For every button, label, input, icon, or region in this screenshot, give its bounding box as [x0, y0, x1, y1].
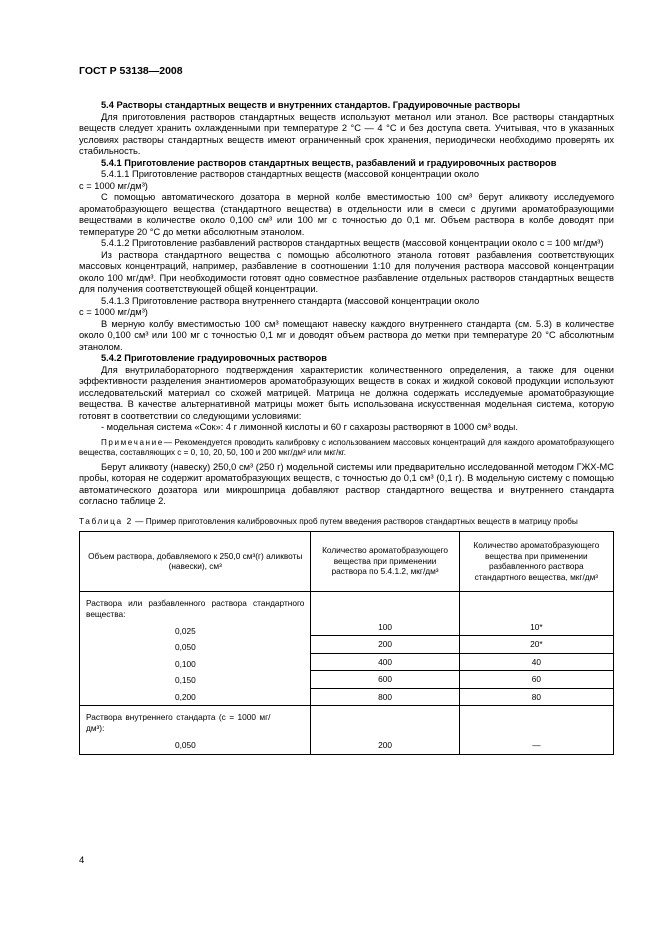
- model-system-item: - модельная система «Сок»: 4 г лимонной кислоты и 60 г сахарозы растворяют в 1000 см³ воды.: [101, 422, 518, 432]
- calibration-table: [79, 531, 614, 755]
- amount-value: 400: [311, 653, 458, 671]
- volume-value: 0,025: [175, 625, 196, 636]
- standard-header: ГОСТ Р 53138—2008: [79, 65, 183, 77]
- page-number: 4: [79, 855, 85, 866]
- section-5-4-1-1-title: 5.4.1.1 Приготовление растворов стандартных веществ (массовой концентрации около: [101, 169, 480, 179]
- section-5-4-1-2-paragraph: Из раствора стандартного вещества с помощью абсолютного этанола готовят разбавления соответствующих массовых концентраций, например, разбавление в соотношении 1:10 для получения раствора массовой концентрации около 100 мг/дм³. При необходимости готовят одно совместное разбавление отдельных растворов стандартных веществ для получения соответствующей общей концентрации.: [79, 249, 614, 294]
- section-5-4-1-1-concentration: с = 1000 мг/дм³): [79, 180, 148, 191]
- group-label-standard: Раствора или разбавленного раствора стандартного вещества:: [86, 597, 305, 619]
- table-header-amount-diluted: Количество ароматобразующего вещества при применении разбавленного раствора стандартного вещества, мкг/дм³: [459, 531, 613, 591]
- diluted-value: 40: [460, 653, 613, 671]
- volume-value: 0,150: [175, 675, 196, 685]
- note-label: Примечание: [101, 437, 164, 447]
- amount-value: 600: [311, 670, 458, 688]
- section-5-4-1-3-concentration: с = 1000 мг/дм³): [79, 307, 148, 317]
- amount-value: 800: [311, 688, 458, 706]
- note: [79, 438, 614, 458]
- diluted-value: 10*: [530, 621, 543, 632]
- table-caption-label: Таблица 2: [79, 515, 133, 526]
- section-5-4-2-paragraph-aliquot: Берут аликвоту (навеску) 250,0 см³ (250 г) модельной системы или предварительно исследованной методом ГЖХ-МС пробы, которая не содержит ароматобразующих веществ, с точностью до 0,1 см³ (0,1 г). В модельную систему с помощью автоматического дозатора или микрошприца добавляют раствор стандартного вещества и внутреннего стандарта согласно таблице 2.: [79, 461, 614, 506]
- diluted-value: —: [532, 740, 541, 750]
- diluted-value: 60: [460, 670, 613, 688]
- section-5-4-1-title: 5.4.1 Приготовление растворов стандартных веществ, разбавлений и градуировочных растворов: [101, 157, 557, 168]
- document-body: [79, 100, 614, 755]
- section-5-4-1-2-title: 5.4.1.2 Приготовление разбавлений растворов стандартных веществ (массовой концентрации около с = 100 мг/дм³): [101, 238, 604, 248]
- amount-value: 200: [311, 635, 458, 653]
- volume-value: 0,050: [175, 642, 196, 652]
- amount-value: 200: [378, 740, 392, 750]
- table-header-volume: Объем раствора, добавляемого к 250,0 см³(г) аликвоты (навески), см³: [80, 531, 311, 591]
- section-5-4-paragraph: Для приготовления растворов стандартных веществ используют метанол или этанол. Все растворы стандартных веществ следует хранить охлажденными при температуре 2 °С — 4 °С и без доступа света. Учитывая, что в указанных условиях растворы стандартных веществ имеют ограниченный срок хранения, периодически необходимо проверять их стабильность.: [79, 111, 614, 156]
- section-5-4-2-paragraph: Для внутрилабораторного подтверждения характеристик количественного определения, а также для оценки эффективности разделения энантиомеров ароматобразующих веществ в соках и жидкой соковой продукции используют исследовательский материал со схожей матрицей. Матрица не должна содержать исследуемые ароматобразующие вещества. В качестве альтернативной матрицы может быть использована искусственная модельная система, которую готовят в соответствии со следующими условиями:: [79, 364, 614, 421]
- section-5-4-1-1-paragraph: С помощью автоматического дозатора в мерной колбе вместимостью 100 см³ берут аликвоту исследуемого ароматобразующего вещества (стандартного вещества) в отдельности или в смеси с другими ароматобразующими веществами в количестве около 0,100 см³ или 100 мг с точностью до 0,1 мг. Объем раствора в колбе доводят при температуре 20 °С до метки абсолютным этанолом.: [79, 192, 614, 237]
- table-header-amount-solution: Количество ароматобразующего вещества при применении раствора по 5.4.1.2, мкг/дм³: [311, 531, 459, 591]
- section-5-4-1-3-title: 5.4.1.3 Приготовление раствора внутреннего стандарта (массовой концентрации около: [101, 295, 480, 306]
- table-group-internal-standard: [80, 706, 614, 755]
- diluted-value: 20*: [460, 635, 613, 653]
- table-caption: [79, 516, 614, 526]
- table-caption-text: — Пример приготовления калибровочных проб путем введения растворов стандартных веществ в матрицу пробы: [135, 515, 578, 526]
- section-5-4-2-title: 5.4.2 Приготовление градуировочных растворов: [101, 353, 327, 363]
- section-5-4-1-3-paragraph: В мерную колбу вместимостью 100 см³ помещают навеску каждого внутреннего стандарта (см. 5.3) в количестве около 0,100 см³ или 100 мг с точностью 0,1 мг и доводят объем раствора до метки при температуре 20 °С абсолютным этанолом.: [79, 318, 614, 352]
- volume-value: 0,100: [175, 658, 196, 669]
- section-5-4-title: 5.4 Растворы стандартных веществ и внутренних стандартов. Градуировочные растворы: [101, 100, 521, 110]
- amount-value: 100: [378, 621, 392, 632]
- diluted-value: 80: [460, 688, 613, 706]
- volume-value: 0,200: [175, 691, 196, 702]
- volume-value: 0,050: [175, 740, 196, 750]
- note-text: — Рекомендуется проводить калибровку с использованием массовых концентраций для каждого ароматобразующего вещества, составляющих с = 0, 10, 20, 50, 100 и 200 мкг/дм³ или мкг/кг.: [79, 437, 614, 457]
- table-group-standard: [80, 591, 614, 706]
- group-label-internal: Раствора внутреннего стандарта (с = 1000 мг/дм³):: [86, 712, 271, 733]
